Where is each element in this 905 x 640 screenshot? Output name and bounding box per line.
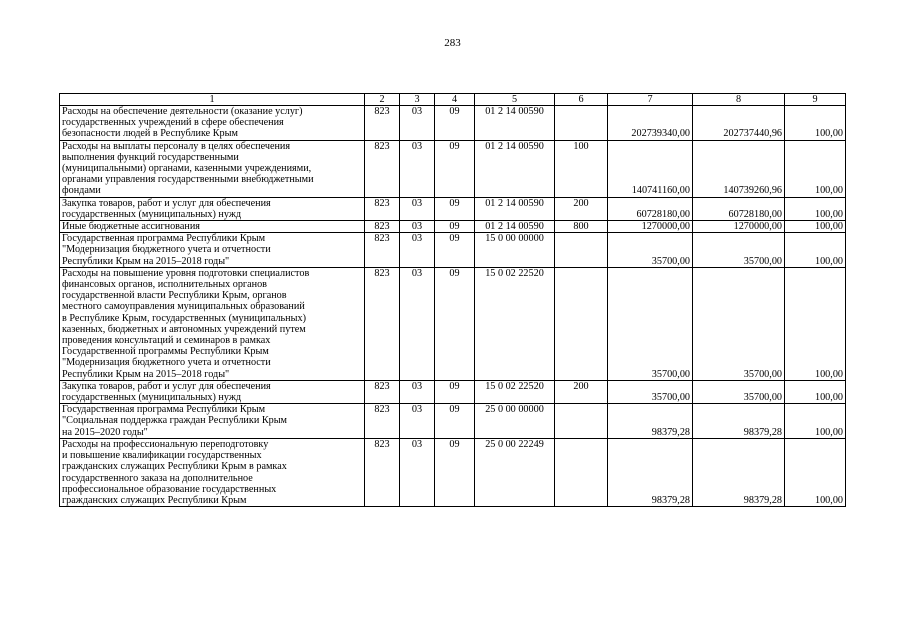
table-row [60, 404, 846, 439]
target-article-cell: 25 0 00 22249 [475, 438, 555, 506]
table-body [60, 106, 846, 507]
header-cell: 2 [365, 94, 400, 106]
header-cell: 8 [693, 94, 785, 106]
percent-cell: 100,00 [785, 233, 846, 268]
page-number: 283 [444, 37, 461, 49]
subsection-cell: 09 [435, 197, 475, 220]
code-cell: 823 [365, 438, 400, 506]
header-cell: 3 [400, 94, 435, 106]
plan-amount-cell: 98379,28 [608, 404, 693, 439]
target-article-cell: 01 2 14 00590 [475, 221, 555, 233]
code-cell: 823 [365, 233, 400, 268]
expense-type-cell: 100 [555, 140, 608, 197]
target-article-cell: 01 2 14 00590 [475, 106, 555, 141]
target-article-cell: 15 0 00 00000 [475, 233, 555, 268]
budget-table [59, 93, 846, 507]
plan-amount-cell: 60728180,00 [608, 197, 693, 220]
header-cell: 4 [435, 94, 475, 106]
section-cell: 03 [400, 267, 435, 380]
plan-amount-cell: 35700,00 [608, 380, 693, 403]
table-row [60, 438, 846, 506]
subsection-cell: 09 [435, 267, 475, 380]
section-cell: 03 [400, 140, 435, 197]
expense-type-cell: 800 [555, 221, 608, 233]
percent-cell: 100,00 [785, 106, 846, 141]
section-cell: 03 [400, 380, 435, 403]
actual-amount-cell: 1270000,00 [693, 221, 785, 233]
subsection-cell: 09 [435, 106, 475, 141]
percent-cell: 100,00 [785, 197, 846, 220]
section-cell: 03 [400, 221, 435, 233]
code-cell: 823 [365, 267, 400, 380]
description-cell: Расходы на профессиональную переподготовку и повышение квалификации государственных гражданских служащих Республики Крым в рамках государственного заказа на дополнительное профессиональное образование государственных гражданских служащих Республики Крым [60, 438, 365, 506]
percent-cell: 100,00 [785, 221, 846, 233]
expense-type-cell: 200 [555, 197, 608, 220]
plan-amount-cell: 35700,00 [608, 267, 693, 380]
table-row [60, 233, 846, 268]
table-row [60, 221, 846, 233]
table-row [60, 106, 846, 141]
target-article-cell: 01 2 14 00590 [475, 197, 555, 220]
subsection-cell: 09 [435, 140, 475, 197]
table-row [60, 140, 846, 197]
header-cell: 5 [475, 94, 555, 106]
expense-type-cell: 200 [555, 380, 608, 403]
header-cell: 9 [785, 94, 846, 106]
plan-amount-cell: 1270000,00 [608, 221, 693, 233]
header-cell: 7 [608, 94, 693, 106]
header-row [60, 94, 846, 106]
actual-amount-cell: 35700,00 [693, 267, 785, 380]
section-cell: 03 [400, 106, 435, 141]
table-row [60, 380, 846, 403]
target-article-cell: 25 0 00 00000 [475, 404, 555, 439]
subsection-cell: 09 [435, 404, 475, 439]
description-cell: Иные бюджетные ассигнования [60, 221, 365, 233]
subsection-cell: 09 [435, 380, 475, 403]
percent-cell: 100,00 [785, 404, 846, 439]
code-cell: 823 [365, 197, 400, 220]
percent-cell: 100,00 [785, 380, 846, 403]
section-cell: 03 [400, 197, 435, 220]
description-cell: Закупка товаров, работ и услуг для обеспечения государственных (муниципальных) нужд [60, 197, 365, 220]
header-cell: 1 [60, 94, 365, 106]
actual-amount-cell: 35700,00 [693, 380, 785, 403]
actual-amount-cell: 202737440,96 [693, 106, 785, 141]
plan-amount-cell: 140741160,00 [608, 140, 693, 197]
section-cell: 03 [400, 438, 435, 506]
percent-cell: 100,00 [785, 267, 846, 380]
target-article-cell: 01 2 14 00590 [475, 140, 555, 197]
plan-amount-cell: 202739340,00 [608, 106, 693, 141]
code-cell: 823 [365, 221, 400, 233]
plan-amount-cell: 98379,28 [608, 438, 693, 506]
header-cell: 6 [555, 94, 608, 106]
actual-amount-cell: 35700,00 [693, 233, 785, 268]
code-cell: 823 [365, 404, 400, 439]
expense-type-cell [555, 106, 608, 141]
actual-amount-cell: 140739260,96 [693, 140, 785, 197]
expense-type-cell [555, 233, 608, 268]
table-row [60, 267, 846, 380]
expense-type-cell [555, 438, 608, 506]
actual-amount-cell: 98379,28 [693, 404, 785, 439]
description-cell: Расходы на выплаты персоналу в целях обеспечения выполнения функций государственными (муниципальными) органами, казенными учреждениями, органами управления государственными внебюджетными фондами [60, 140, 365, 197]
code-cell: 823 [365, 106, 400, 141]
target-article-cell: 15 0 02 22520 [475, 380, 555, 403]
plan-amount-cell: 35700,00 [608, 233, 693, 268]
subsection-cell: 09 [435, 438, 475, 506]
percent-cell: 100,00 [785, 438, 846, 506]
description-cell: Государственная программа Республики Крым "Социальная поддержка граждан Республики Крым на 2015–2020 годы" [60, 404, 365, 439]
actual-amount-cell: 98379,28 [693, 438, 785, 506]
description-cell: Закупка товаров, работ и услуг для обеспечения государственных (муниципальных) нужд [60, 380, 365, 403]
code-cell: 823 [365, 140, 400, 197]
section-cell: 03 [400, 404, 435, 439]
code-cell: 823 [365, 380, 400, 403]
actual-amount-cell: 60728180,00 [693, 197, 785, 220]
section-cell: 03 [400, 233, 435, 268]
percent-cell: 100,00 [785, 140, 846, 197]
table-row [60, 197, 846, 220]
expense-type-cell [555, 404, 608, 439]
target-article-cell: 15 0 02 22520 [475, 267, 555, 380]
description-cell: Государственная программа Республики Крым "Модернизация бюджетного учета и отчетности Республики Крым на 2015–2018 годы" [60, 233, 365, 268]
expense-type-cell [555, 267, 608, 380]
description-cell: Расходы на обеспечение деятельности (оказание услуг) государственных учреждений в сфере обеспечения безопасности людей в Республике Крым [60, 106, 365, 141]
description-cell: Расходы на повышение уровня подготовки специалистов финансовых органов, исполнительных органов государственной власти Республики Крым, органов местного самоуправления муниципальных образований в Республике Крым, государственных (муниципальных) казенных, бюджетных и автономных учреждений путем проведения консультаций и семинаров в рамках Государственной программы Республики Крым "Модернизация бюджетного учета и отчетности Республики Крым на 2015–2018 годы" [60, 267, 365, 380]
subsection-cell: 09 [435, 233, 475, 268]
subsection-cell: 09 [435, 221, 475, 233]
